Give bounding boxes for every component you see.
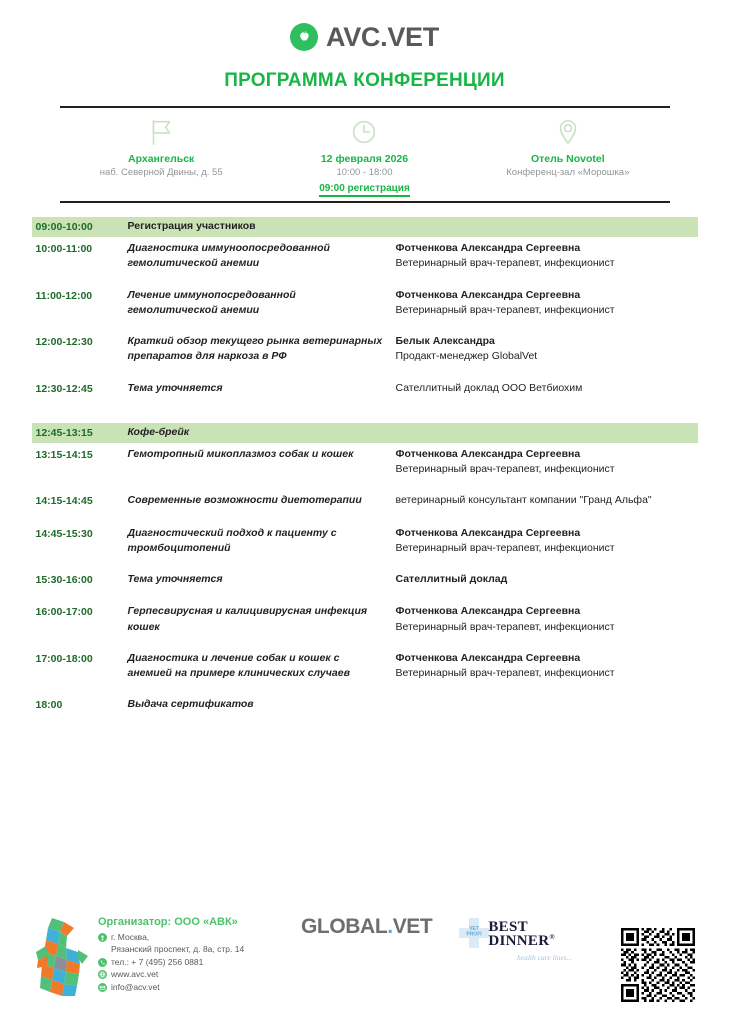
contact-text: info@acv.vet — [111, 981, 160, 992]
map-pin-icon — [466, 115, 669, 149]
session-time: 16:00-17:00 — [35, 606, 93, 619]
session-time: 12:45-13:15 — [35, 426, 93, 439]
best-dinner-name-line1: BEST — [488, 918, 528, 935]
schedule-session-row — [32, 443, 698, 489]
best-dinner-name-line2: DINNER — [488, 933, 550, 949]
schedule-session-row — [32, 693, 698, 725]
flag-icon — [60, 115, 263, 149]
best-dinner-tagline: health care lines... — [517, 953, 573, 962]
session-speaker — [396, 493, 694, 508]
schedule-break-row — [32, 423, 698, 443]
speaker-name: Фотченкова Александра Сергеевна — [395, 526, 581, 539]
contact-line — [98, 944, 283, 955]
svg-text:PROFI: PROFI — [466, 931, 482, 938]
speaker-name: Фотченкова Александра Сергеевна — [395, 605, 581, 618]
session-time: 14:15-14:45 — [35, 495, 93, 508]
polygonal-dog-logo — [34, 904, 92, 1005]
contact-text: тел.: + 7 (495) 256 0881 — [111, 956, 204, 967]
schedule-break-row — [32, 217, 698, 237]
speaker-name: Фотченкова Александра Сергеевна — [395, 242, 581, 255]
divider-bottom — [60, 201, 670, 203]
schedule-session-row — [32, 600, 698, 646]
session-title: Регистрация участников — [127, 220, 256, 232]
schedule-session-row — [32, 568, 698, 600]
session-time: 09:00-10:00 — [35, 221, 93, 233]
session-speaker — [396, 334, 694, 364]
vet-profi-cross-icon — [456, 916, 492, 952]
schedule-session-row — [32, 647, 698, 693]
session-time: 15:30-16:00 — [35, 574, 93, 587]
speaker-name: Фотченкова Александра Сергеевна — [395, 651, 581, 664]
speaker-role: Ветеринарный врач-терапевт, инфекционист — [395, 303, 615, 316]
speaker-name: Сателлитный доклад — [395, 573, 508, 586]
session-time: 11:00-12:00 — [35, 289, 93, 302]
qr-code[interactable] — [621, 916, 695, 1007]
schedule-session-row — [32, 330, 698, 376]
info-secondary: наб. Северной Двины, д. 55 — [99, 167, 223, 178]
info-column-datetime — [263, 115, 466, 197]
session-title: Диагностика иммуноопосредованной гемолитической анемии — [127, 242, 330, 270]
session-time: 14:45-15:30 — [35, 527, 93, 540]
session-time: 17:00-18:00 — [35, 652, 93, 665]
best-dinner-text — [488, 920, 555, 949]
session-time: 12:30-12:45 — [35, 382, 93, 395]
session-title: Герпесвирусная и калицивирусная инфекция кошек — [127, 605, 368, 633]
info-primary: Отель Novotel — [530, 153, 605, 165]
session-title: Выдача сертификатов — [127, 698, 254, 711]
brand-logo — [0, 0, 729, 51]
schedule-session-row — [32, 377, 698, 409]
schedule-session-row — [32, 489, 698, 521]
session-title: Диагностический подход к пациенту с тромбоцитопений — [127, 526, 337, 554]
event-info-strip — [60, 108, 670, 197]
speaker-role: ветеринарный консультант компании "Гранд Альфа" — [395, 494, 652, 507]
session-title: Гемотропный микоплазмоз собак и кошек — [127, 447, 354, 460]
session-speaker — [396, 381, 694, 396]
contact-text: г. Москва, — [111, 932, 150, 942]
speaker-name: Сателлитный доклад ООО Ветбиохим — [395, 381, 583, 394]
session-title: Кофе-брейк — [127, 425, 190, 438]
globalvet-text: GLOBAL.VET — [301, 915, 433, 938]
contact-text: Рязанский проспект, д. 8а, стр. 14 — [111, 944, 245, 955]
info-column-location — [60, 115, 263, 197]
session-title: Тема уточняется — [127, 381, 223, 394]
info-primary: Архангельск — [128, 153, 195, 165]
contact-line — [98, 969, 283, 980]
organizer-block — [92, 904, 283, 994]
info-column-venue — [466, 115, 669, 197]
session-title: Лечение иммунопосредованной гемолитической анемии — [127, 288, 296, 316]
registered-mark: ® — [549, 933, 555, 941]
organizer-contacts — [98, 932, 283, 993]
registration-note: 09:00 регистрация — [319, 183, 410, 197]
info-secondary: 10:00 - 18:00 — [336, 167, 393, 178]
session-speaker — [396, 241, 694, 271]
schedule-table — [32, 217, 698, 725]
clock-icon — [263, 115, 466, 149]
session-speaker — [396, 447, 694, 477]
session-speaker — [396, 604, 694, 634]
globe-icon — [98, 970, 107, 979]
best-dinner-logo — [456, 916, 576, 962]
contact-text: www.avc.vet — [111, 969, 159, 980]
session-title: Диагностика и лечение собак и кошек с анемией на примере клинических случаев — [127, 651, 350, 679]
info-primary: 12 февраля 2026 — [320, 153, 409, 165]
apple-leaf-icon — [290, 23, 318, 51]
speaker-role: Ветеринарный врач-терапевт, инфекционист — [395, 620, 615, 633]
speaker-role: Ветеринарный врач-терапевт, инфекционист — [395, 666, 615, 679]
row-spacer — [32, 409, 698, 423]
phone-icon — [98, 958, 107, 967]
session-speaker — [396, 572, 694, 587]
brand-name: AVC.VET — [326, 21, 439, 52]
speaker-role: Продакт-менеджер GlobalVet — [395, 350, 538, 363]
session-time: 13:15-14:15 — [35, 448, 93, 461]
session-title: Современные возможности диетотерапии — [127, 494, 362, 507]
session-title: Тема уточняется — [127, 573, 223, 586]
info-secondary: Конференц-зал «Морошка» — [506, 167, 630, 178]
svg-text:VET: VET — [469, 926, 480, 932]
page-footer — [0, 904, 729, 1024]
session-time: 12:00-12:30 — [35, 336, 93, 349]
contact-line — [98, 982, 283, 993]
partner-logos — [283, 904, 695, 1007]
session-time: 10:00-11:00 — [35, 243, 93, 256]
speaker-role: Ветеринарный врач-терапевт, инфекционист — [395, 463, 615, 476]
speaker-name: Фотченкова Александра Сергеевна — [395, 288, 581, 301]
session-speaker — [396, 651, 694, 681]
mail-icon — [98, 983, 107, 992]
schedule-session-row — [32, 237, 698, 283]
session-speaker — [396, 288, 694, 318]
speaker-name: Фотченкова Александра Сергеевна — [395, 447, 581, 460]
speaker-name: Белык Александра — [395, 335, 495, 348]
globalvet-logo — [301, 916, 432, 937]
session-title: Краткий обзор текущего рынка ветеринарных препаратов для наркоза в РФ — [127, 335, 383, 363]
page-title: ПРОГРАММА КОНФЕРЕНЦИИ — [224, 70, 505, 91]
schedule-session-row — [32, 284, 698, 330]
organizer-title: Организатор: ООО «АВК» — [98, 916, 238, 928]
contact-line — [98, 957, 283, 968]
map-pin-icon — [98, 933, 107, 942]
session-speaker — [396, 526, 694, 556]
session-time: 18:00 — [35, 699, 63, 712]
speaker-role: Ветеринарный врач-терапевт, инфекционист — [395, 257, 615, 270]
schedule-session-row — [32, 522, 698, 568]
contact-line — [98, 932, 283, 943]
speaker-role: Ветеринарный врач-терапевт, инфекционист — [395, 541, 615, 554]
